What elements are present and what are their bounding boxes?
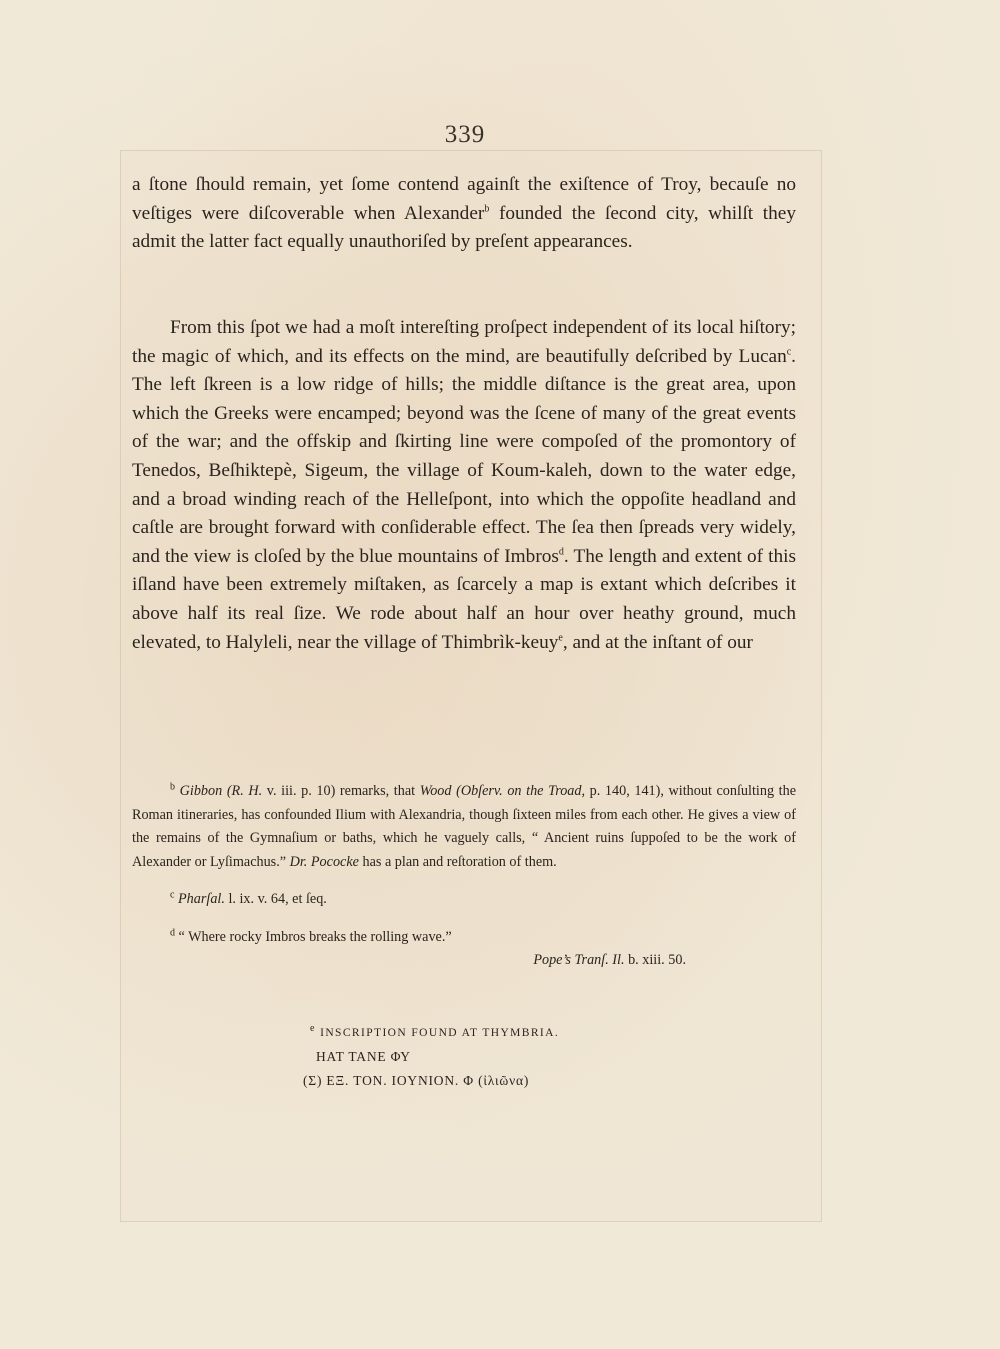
footnote-c bbox=[132, 888, 796, 912]
footnote-citation: Pope’s Tranſ. Il. bbox=[533, 952, 625, 968]
footnote-text: p. 140, 141), without conſulting the Roman itineraries, has confounded Ilium with Alexandria, though ſixteen miles from each other. He gives a view of the remains of the Gymnaſium or baths, which he vaguely calls, “ Ancient ruins ſuppoſed to be the work of Alexander or Lyſimachus.” bbox=[132, 783, 796, 870]
footnote-d-attribution bbox=[132, 949, 796, 973]
inscription-title bbox=[132, 1021, 796, 1045]
paragraph-2-text: From this ſpot we had a moſt intereſting proſpect independent of its local hiſtory; the magic of which, and its effects on the mind, are beautifully deſcribed by Lucan bbox=[132, 317, 796, 367]
footnote-citation: Dr. Pococke bbox=[289, 853, 359, 870]
footnote-ref-d[interactable]: d bbox=[558, 546, 564, 558]
footnote-text: b. xiii. 50. bbox=[624, 952, 686, 968]
footnote-d bbox=[132, 926, 796, 950]
footnote-marker: c bbox=[170, 889, 175, 901]
paragraph-1 bbox=[132, 171, 796, 257]
footnote-marker: e bbox=[310, 1023, 316, 1035]
inscription-line-2: (Σ) EΞ. TON. IOΥNION. Φ (ἰλιῶνα) bbox=[303, 1073, 530, 1088]
footnote-text: l. ix. v. 64, et ſeq. bbox=[224, 891, 327, 907]
paragraph-1-text-end: founded the ſecond city, whilſt they admit the latter fact equally unauthoriſed by preſent appearances. bbox=[132, 202, 796, 253]
footnote-text: has a plan and reſtoration of them. bbox=[358, 853, 557, 870]
footnote-quote: “ Where rocky Imbros breaks the rolling wave.” bbox=[178, 928, 452, 945]
footnote-text: v. iii. p. 10) remarks, that bbox=[262, 783, 420, 799]
footnote-citation: Wood (Obſerv. on the Troad, bbox=[419, 783, 586, 799]
paragraph-1-text: a ſtone ſhould remain, yet ſome contend againſt the exiſtence of Troy, becauſe no veſtiges were diſcoverable when Alexander bbox=[132, 174, 796, 224]
footnote-b bbox=[132, 780, 796, 874]
footnote-marker: b bbox=[170, 781, 175, 793]
paragraph-2-text: . The length and extent of this iſland have been extremely miſtaken, as ſcarcely a map is extant which deſcribes it above half its real ſize. We rode about half an hour over heathy ground, much elevated, to Halyleli, near the village of Thimbrìk-keuy bbox=[132, 545, 796, 653]
footnote-citation: Pharſal. bbox=[178, 891, 225, 907]
paragraph-2-text: . The left ſkreen is a low ridge of hills; the middle diſtance is the great area, upon which the Greeks were encamped; beyond was the ſcene of many of the great events of the war; and the offskip and ſkirting line were compoſed of the promontory of Tenedos, Beſhiktepè, Sigeum, the village of Koum-kaleh, down to the water edge, and a broad winding reach of the Helleſpont, into which the oppoſite headland and caſtle are brought forward with conſiderable effect. The ſea then ſpreads very widely, and the view is cloſed by the blue mountains of Imbros bbox=[132, 345, 796, 567]
paragraph-2 bbox=[132, 314, 796, 657]
footnote-ref-b[interactable]: b bbox=[484, 203, 490, 215]
footnote-ref-e[interactable]: e bbox=[558, 632, 563, 644]
footnotes bbox=[132, 780, 796, 973]
footnote-marker: d bbox=[170, 926, 175, 938]
inscription-title-text: INSCRIPTION FOUND AT THYMBRIA. bbox=[320, 1027, 560, 1039]
footnote-ref-c[interactable]: c bbox=[786, 346, 792, 358]
inscription-line-1: HAT TANE ΦΥ bbox=[316, 1049, 411, 1064]
page-number: 339 bbox=[444, 121, 486, 148]
paragraph-2-text: , and at the inſtant of our bbox=[562, 631, 753, 653]
footnote-e-inscription bbox=[132, 1021, 796, 1093]
footnote-author: Gibbon bbox=[179, 783, 223, 799]
footnote-citation: (R. H. bbox=[226, 783, 263, 799]
